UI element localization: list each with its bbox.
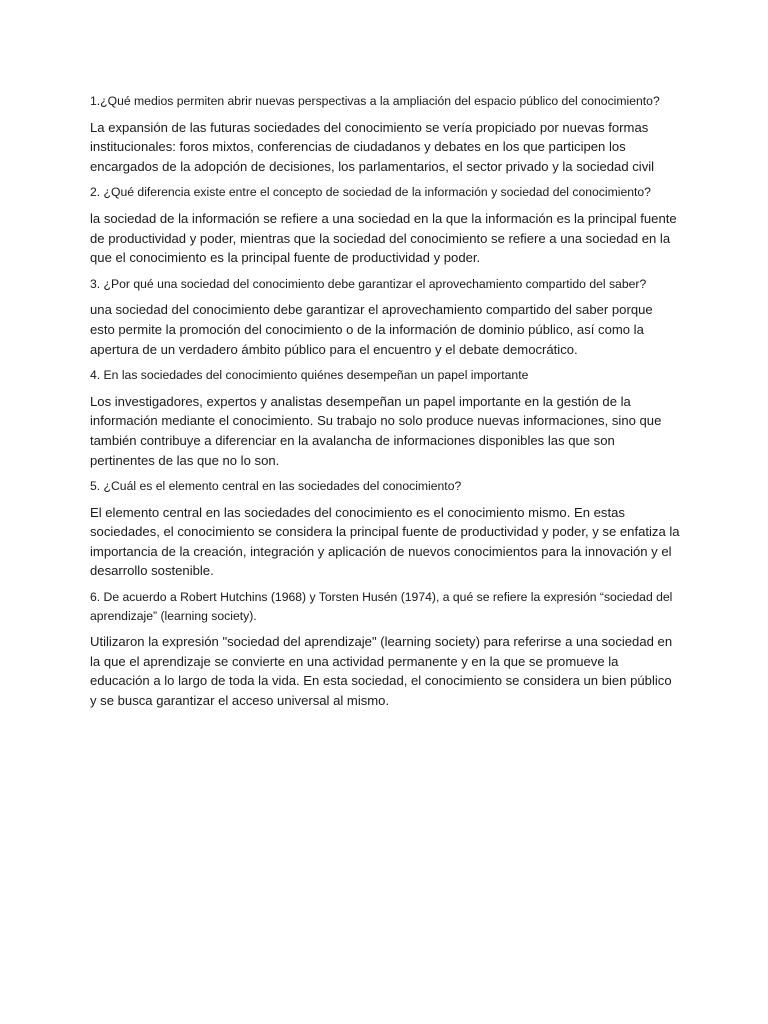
question-4: 4. En las sociedades del conocimiento quiénes desempeñan un papel importante: [90, 368, 529, 383]
question-3: 3. ¿Por qué una sociedad del conocimiento debe garantizar el aprovechamiento compartido del saber?: [90, 276, 647, 291]
qa-item-1: [90, 92, 680, 176]
document-page: [90, 92, 680, 718]
qa-item-4: [90, 366, 680, 470]
answer-6: Utilizaron la expresión "sociedad del aprendizaje" (learning society) para referirse a una sociedad en la que el aprendizaje se convierte en una actividad permanente y en la que se promueve la educación a lo largo de toda la vida. En esta sociedad, el conocimiento se considera un bien público y se busca garantizar el acceso universal al mismo.: [90, 634, 673, 709]
answer-4: Los investigadores, expertos y analistas desempeñan un papel importante en la gestión de la información mediante el conocimiento. Su trabajo no solo produce nuevas informaciones, sino que también contribuye a diferenciar en la avalancha de informaciones disponibles las que son pertinentes de las que no lo son.: [90, 393, 662, 468]
question-6: 6. De acuerdo a Robert Hutchins (1968) y Torsten Husén (1974), a qué se refiere la expresión “sociedad del aprendizaje” (learning society).: [90, 590, 673, 623]
answer-1: La expansión de las futuras sociedades del conocimiento se vería propiciado por nuevas formas institucionales: foros mixtos, conferencias de ciudadanos y debates en los que participen los encargados de la adopción de decisiones, los parlamentarios, el sector privado y la sociedad civil: [90, 119, 655, 174]
question-1: 1.¿Qué medios permiten abrir nuevas perspectivas a la ampliación del espacio público del conocimiento?: [90, 94, 660, 108]
answer-5: El elemento central en las sociedades del conocimiento es el conocimiento mismo. En estas sociedades, el conocimiento se considera la principal fuente de productividad y poder, y se enfatiza la importancia de la creación, integración y aplicación de nuevos conocimientos para la innovación y el desarrollo sostenible.: [90, 504, 680, 579]
question-2: 2. ¿Qué diferencia existe entre el concepto de sociedad de la información y sociedad del conocimiento?: [90, 185, 651, 200]
qa-item-3: [90, 275, 680, 359]
answer-2: la sociedad de la información se refiere a una sociedad en la que la información es la principal fuente de productividad y poder, mientras que la sociedad del conocimiento se refiere a una sociedad en la que el conocimiento es la principal fuente de productividad y poder.: [90, 210, 677, 266]
qa-item-5: [90, 477, 680, 581]
answer-3: una sociedad del conocimiento debe garantizar el aprovechamiento compartido del saber porque esto permite la promoción del conocimiento o de la información de dominio público, así como la apertura de un verdadero ámbito público para el encuentro y el debate democrático.: [90, 302, 653, 357]
qa-item-2: [90, 183, 680, 267]
qa-item-6: [90, 588, 680, 711]
question-5: 5. ¿Cuál es el elemento central en las sociedades del conocimiento?: [90, 479, 462, 494]
